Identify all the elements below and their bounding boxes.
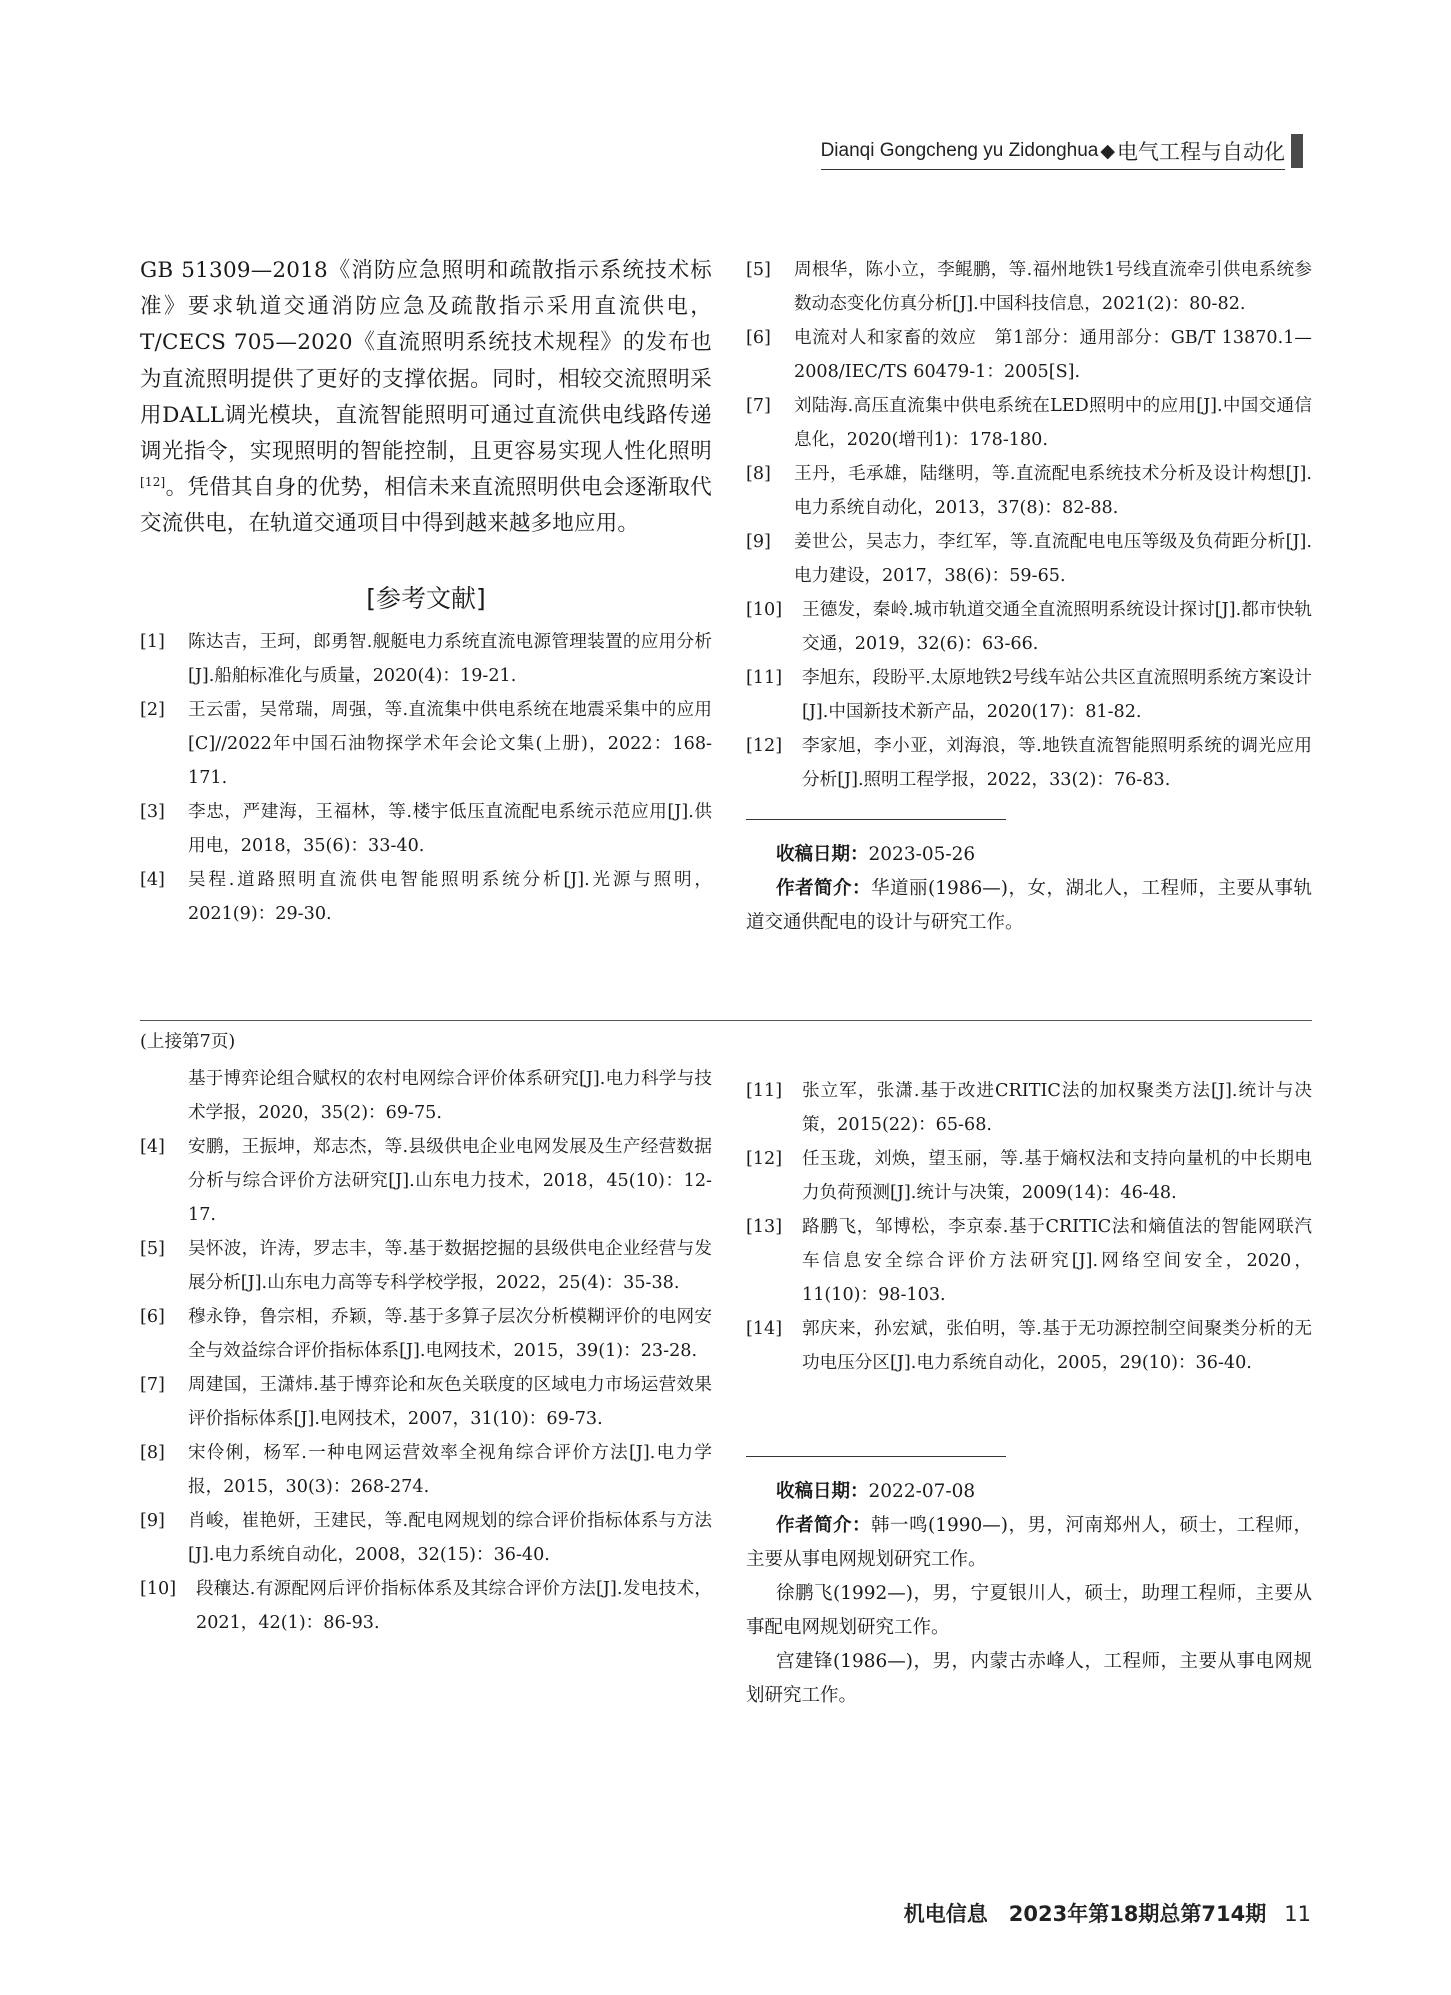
reference-text: 郭庆来，孙宏斌，张伯明，等.基于无功源控制空间聚类分析的无功电压分区[J].电力系统自动化，2005，29(10)：36-40.: [802, 1319, 1312, 1373]
reference-text: 王德发，秦岭.城市轨道交通全直流照明系统设计探讨[J].都市快轨交通，2019，32(6)：63-66.: [802, 600, 1312, 654]
journal-pinyin: Dianqi Gongcheng yu Zidonghua: [820, 140, 1099, 161]
issue-info: 机电信息 2023年第18期总第714期: [903, 1902, 1267, 1926]
reference-text: 王丹，毛承雄，陆继明，等.直流配电系统技术分析及设计构想[J].电力系统自动化，2013，37(8)：82-88.: [794, 464, 1312, 518]
reference-text: 李家旭，李小亚，刘海浪，等.地铁直流智能照明系统的调光应用分析[J].照明工程学报，2022，33(2)：76-83.: [802, 736, 1312, 790]
reference-text: 刘陆海.高压直流集中供电系统在LED照明中的应用[J].中国交通信息化，2020(增刊1)：178-180.: [794, 396, 1312, 450]
reference-text: 安鹏，王振坤，郑志杰，等.县级供电企业电网发展及生产经营数据分析与综合评价方法研究[J].山东电力技术，2018，45(10)：12-17.: [188, 1137, 712, 1225]
references-list-bottom-left: [140, 1130, 712, 1640]
journal-title-cn: 电气工程与自动化: [1117, 140, 1285, 164]
reference-number: [14]: [746, 1319, 783, 1339]
reference-item: [140, 1572, 712, 1640]
reference-item: [746, 593, 1312, 661]
reference-text: 宋伶俐，杨军.一种电网运营效率全视角综合评价方法[J].电力学报，2015，30(3)：268-274.: [188, 1443, 712, 1497]
author-bio-2: 徐鹏飞(1992—)，男，宁夏银川人，硕士，助理工程师，主要从事配电网规划研究工作。: [746, 1583, 1312, 1638]
reference-text: 陈达吉，王珂，郎勇智.舰艇电力系统直流电源管理装置的应用分析[J].船舶标准化与质量，2020(4)：19-21.: [188, 631, 712, 686]
reference-item: [746, 729, 1312, 797]
bottom-right-column: [746, 1074, 1312, 1713]
reference-number: [5]: [140, 1239, 165, 1259]
reference-item: [140, 795, 712, 863]
article-divider: [140, 1020, 1312, 1021]
reference-item: [140, 1368, 712, 1436]
received-label-2: 收稿日期：: [776, 1481, 869, 1502]
reference-number: [4]: [140, 1137, 165, 1157]
author-label: 作者简介：: [776, 878, 871, 899]
reference-number: [3]: [140, 801, 165, 822]
reference-item: [746, 389, 1312, 457]
reference-text: 周根华，陈小立，李鲲鹏，等.福州地铁1号线直流牵引供电系统参数动态变化仿真分析[J].中国科技信息，2021(2)：80-82.: [794, 260, 1312, 314]
reference-text: 肖峻，崔艳妍，王建民，等.配电网规划的综合评价指标体系与方法[J].电力系统自动化，2008，32(15)：36-40.: [188, 1511, 712, 1565]
reference-item: [746, 1074, 1312, 1142]
reference-number: [5]: [746, 260, 771, 280]
reference-number: [10]: [746, 600, 783, 620]
reference-text: 段穰达.有源配网后评价指标体系及其综合评价方法[J].发电技术，2021，42(1)：86-93.: [196, 1579, 712, 1633]
citation-sup: [12]: [140, 475, 166, 490]
reference-item: [140, 1130, 712, 1232]
reference-text: 吴怀波，许涛，罗志丰，等.基于数据挖掘的县级供电企业经营与发展分析[J].山东电力高等专科学校学报，2022，25(4)：35-38.: [188, 1239, 712, 1293]
reference-text: 路鹏飞，邹博松，李京泰.基于CRITIC法和熵值法的智能网联汽车信息安全综合评价方法研究[J].网络空间安全，2020，11(10)：98-103.: [802, 1217, 1312, 1305]
reference-item: [746, 321, 1312, 389]
reference-item: [140, 693, 712, 795]
header-bar: [1291, 134, 1303, 168]
reference-number: [11]: [746, 1081, 783, 1101]
body-text-part1: GB 51309—2018《消防应急照明和疏散指示系统技术标准》要求轨道交通消防应急及疏散指示采用直流供电，T/CECS 705—2020《直流照明系统技术规程》的发布也为直流照明提供了更好的支撑依据。同时，相较交流照明采用DALL调光模块，直流智能照明可通过直流供电线路传递调光指令，实现照明的智能控制，且更容易实现人性化照明: [140, 258, 712, 465]
reference-number: [6]: [140, 1307, 165, 1327]
author-bio-1: [746, 1509, 1312, 1577]
received-value-2: 2022-07-08: [868, 1481, 976, 1502]
diamond-icon: ◆: [1100, 140, 1115, 162]
received-date: [746, 838, 1312, 872]
reference-text: 电流对人和家畜的效应 第1部分：通用部分：GB/T 13870.1—2008/IEC/TS 60479-1：2005[S].: [794, 328, 1312, 382]
author-label-2: 作者简介：: [776, 1515, 871, 1536]
reference-text: 穆永铮，鲁宗相，乔颖，等.基于多算子层次分析模糊评价的电网安全与效益综合评价指标体系[J].电网技术，2015，39(1)：23-28.: [188, 1307, 712, 1361]
reference-number: [9]: [140, 1511, 165, 1531]
page-footer: [904, 1898, 1311, 1928]
reference-text: 吴程.道路照明直流供电智能照明系统分析[J].光源与照明，2021(9)：29-30.: [188, 869, 712, 924]
reference-number: [12]: [746, 1149, 783, 1169]
reference-number: [1]: [140, 631, 165, 652]
top-right-column: [746, 253, 1312, 940]
reference-number: [13]: [746, 1217, 783, 1237]
continued-label: (上接第7页): [140, 1032, 236, 1052]
body-paragraph: [140, 253, 712, 543]
reference-item: [140, 625, 712, 693]
reference-item: [140, 1436, 712, 1504]
reference-number: [7]: [140, 1375, 165, 1395]
top-left-column: [140, 253, 712, 931]
references-list-top-left: [140, 625, 712, 931]
references-list-bottom-right: [746, 1074, 1312, 1380]
received-label: 收稿日期：: [776, 844, 869, 865]
reference-item: [746, 1210, 1312, 1312]
author-bio-3: 宫建锋(1986—)，男，内蒙古赤峰人，工程师，主要从事电网规划研究工作。: [746, 1651, 1312, 1706]
running-head: [821, 134, 1303, 168]
reference-item: [746, 1142, 1312, 1210]
reference-item: [746, 525, 1312, 593]
reference-number: [11]: [746, 668, 783, 688]
reference-item: [746, 1312, 1312, 1380]
reference-number: [10]: [140, 1579, 177, 1599]
reference-text: 张立军，张潇.基于改进CRITIC法的加权聚类方法[J].统计与决策，2015(22)：65-68.: [802, 1081, 1312, 1135]
reference-item: [746, 661, 1312, 729]
reference-item: [746, 457, 1312, 525]
reference-number: [6]: [746, 328, 771, 348]
reference-text: 周建国，王潇炜.基于博弈论和灰色关联度的区域电力市场运营效果评价指标体系[J].电网技术，2007，31(10)：69-73.: [188, 1375, 712, 1429]
header-rule: [821, 169, 1285, 170]
reference-number: [4]: [140, 869, 165, 890]
footnote-rule: [746, 819, 1006, 820]
reference-item: [140, 1232, 712, 1300]
author1-value: 韩一鸣(1990—)，男，河南郑州人，硕士，工程师，主要从事电网规划研究工作。: [746, 1515, 1312, 1570]
reference-text: 任玉珑，刘焕，望玉丽，等.基于熵权法和支持向量机的中长期电力负荷预测[J].统计与决策，2009(14)：46-48.: [802, 1149, 1312, 1203]
reference-number: [9]: [746, 532, 771, 552]
reference-number: [8]: [746, 464, 771, 484]
received-date-2: [746, 1475, 1312, 1509]
received-value: 2023-05-26: [868, 844, 976, 865]
reference-item: [140, 1504, 712, 1572]
reference-item: [140, 1300, 712, 1368]
reference-number: [8]: [140, 1443, 165, 1463]
author-value: 华道丽(1986—)，女，湖北人，工程师，主要从事轨道交通供配电的设计与研究工作。: [746, 878, 1312, 933]
reference-continued: 基于博弈论组合赋权的农村电网综合评价体系研究[J].电力科学与技术学报，2020，35(2)：69-75.: [188, 1069, 712, 1123]
reference-text: 李旭东，段盼平.太原地铁2号线车站公共区直流照明系统方案设计[J].中国新技术新产品，2020(17)：81-82.: [802, 668, 1312, 722]
reference-text: 王云雷，吴常瑞，周强，等.直流集中供电系统在地震采集中的应用[C]//2022年中国石油物探学术年会论文集(上册)，2022：168-171.: [188, 699, 712, 788]
page-number: 11: [1284, 1902, 1311, 1926]
bottom-left-column: [140, 1062, 712, 1640]
reference-number: [2]: [140, 699, 165, 720]
reference-item: [746, 253, 1312, 321]
references-title: [参考文献]: [366, 583, 486, 613]
footnote-rule-2: [746, 1456, 1006, 1457]
reference-number: [12]: [746, 736, 783, 756]
reference-text: 姜世公，吴志力，李红军，等.直流配电电压等级及负荷距分析[J].电力建设，2017，38(6)：59-65.: [794, 532, 1312, 586]
reference-number: [7]: [746, 396, 771, 416]
reference-item: [140, 863, 712, 931]
reference-text: 李忠，严建海，王福林，等.楼宇低压直流配电系统示范应用[J].供用电，2018，35(6)：33-40.: [188, 801, 712, 856]
author-bio: [746, 872, 1312, 940]
references-list-top-right: [746, 253, 1312, 797]
body-text-part2: 。凭借其自身的优势，相信未来直流照明供电会逐渐取代交流供电，在轨道交通项目中得到越来越多地应用。: [140, 475, 712, 537]
